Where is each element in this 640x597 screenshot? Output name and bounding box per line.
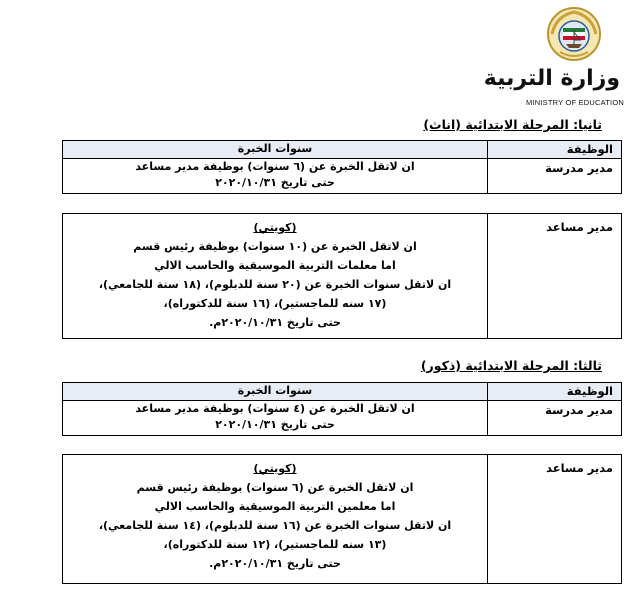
ministry-name-arabic: وزارة التربية xyxy=(483,66,620,91)
table-header xyxy=(63,383,621,401)
col-header-experience: سنوات الخبرة xyxy=(237,384,313,397)
ministry-name-english: MINISTRY OF EDUCATION xyxy=(526,98,624,107)
job-title-cell: مدير مساعد xyxy=(487,214,621,338)
experience-line: (١٣ سنه للماجستير)، (١٢ سنة للدكتوراه)، xyxy=(163,538,387,551)
experience-line: ان لاتقل الخبرة عن (٦ سنوات) بوظيفة مدير مساعد xyxy=(135,160,415,173)
col-header-job: الوظيفة xyxy=(487,383,621,400)
experience-line: اما معلمات التربية الموسيقية والحاسب الالي xyxy=(154,259,396,272)
section-3-table xyxy=(62,382,622,436)
table-header xyxy=(63,141,621,159)
experience-date: حتى تاريخ ٢٠٢٠/١٠/٣١م. xyxy=(209,316,341,329)
experience-line: ان لاتقل الخبرة عن (٦ سنوات) بوظيفة رئيس قسم xyxy=(136,481,414,494)
section-3-assistant-box xyxy=(62,454,622,584)
section-3-title: ثالثا: المرحلة الابتدائية (ذكور) xyxy=(420,358,602,373)
experience-line: ان لاتقل الخبرة عن (٤ سنوات) بوظيفة مدير مساعد xyxy=(135,402,415,415)
kuwait-emblem-icon xyxy=(546,6,602,62)
section-2-title: ثانيا: المرحلة الابتدائية (اناث) xyxy=(423,117,602,132)
experience-cell xyxy=(63,401,487,435)
experience-line: ان لاتقل سنوات الخبرة عن (٢٠ سنة للدبلوم)، (١٨ سنة للجامعي)، xyxy=(98,278,452,291)
experience-date: حتى تاريخ ٢٠٢٠/١٠/٣١ xyxy=(215,418,335,431)
experience-line: ان لاتقل الخبرة عن (١٠ سنوات) بوظيفة رئيس قسم xyxy=(133,240,417,253)
experience-cell xyxy=(63,455,487,583)
nationality-tag: (كويتي) xyxy=(253,462,297,475)
experience-date: حتى تاريخ ٢٠٢٠/١٠/٣١م. xyxy=(209,557,341,570)
experience-line: (١٧ سنه للماجستير)، (١٦ سنة للدكتوراه)، xyxy=(163,297,387,310)
experience-cell xyxy=(63,214,487,338)
col-header-job: الوظيفة xyxy=(487,141,621,158)
table-row xyxy=(63,159,621,193)
job-title-cell: مدير مدرسة xyxy=(487,159,621,193)
experience-cell xyxy=(63,159,487,193)
nationality-tag: (كويتي) xyxy=(253,221,297,234)
table-row xyxy=(63,401,621,435)
col-header-experience: سنوات الخبرة xyxy=(237,142,313,155)
experience-date: حتى تاريخ ٢٠٢٠/١٠/٣١ xyxy=(215,176,335,189)
section-2-table xyxy=(62,140,622,194)
experience-line: اما معلمين التربية الموسيقية والحاسب الالي xyxy=(154,500,396,513)
job-title-cell: مدير مدرسة xyxy=(487,401,621,435)
experience-line: ان لاتقل سنوات الخبرة عن (١٦ سنة للدبلوم)، (١٤ سنة للجامعي)، xyxy=(98,519,452,532)
job-title-cell: مدير مساعد xyxy=(487,455,621,583)
section-2-assistant-box xyxy=(62,213,622,339)
